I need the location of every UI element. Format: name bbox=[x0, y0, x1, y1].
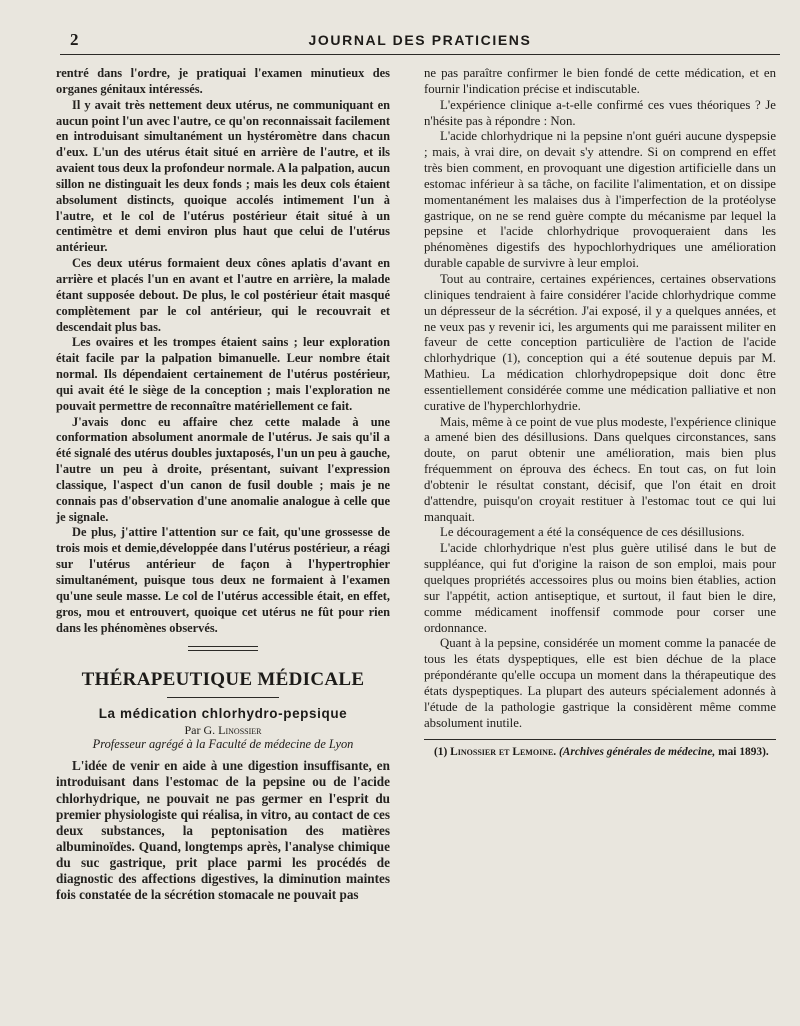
section-title: THÉRAPEUTIQUE MÉDICALE bbox=[81, 669, 365, 691]
footnote-authors: Linossier et Lemoine. bbox=[450, 746, 557, 759]
byline bbox=[56, 723, 390, 737]
paragraph: De plus, j'attire l'attention sur ce fait, qu'une grossesse de trois mois et demie,développée dans l'utérus postérieur, a réagi sur l'utérus antérieur de façon à l'hypertrophier simultanément, puisque tous deux ne formaient à l'examen qu'une seule masse. Le col de l'utérus accessible était, en effet, gros, mou et entrouvert, quoique cet utérus ne fût pour rien dans les phénomènes observés. bbox=[56, 525, 390, 635]
article-title: La médication chlorhydro-pepsique bbox=[98, 706, 348, 722]
journal-title: JOURNAL DES PRATICIENS bbox=[308, 32, 532, 48]
section-separator bbox=[188, 646, 258, 651]
footnote-marker: (1) bbox=[434, 746, 448, 759]
author-name: Linossier bbox=[218, 723, 262, 738]
left-column bbox=[56, 66, 390, 903]
paragraph: Quant à la pepsine, considérée un moment comme la panacée de tous les états dyspeptiques, elle est bien déchue de la place prépondérante qu'elle occupa un moment dans la thérapeutique des états dyspeptiques. La plupart des auteurs spécialement adonnés à l'étude de la pathologie gastrique la considèrent même comme absolument inutile. bbox=[424, 636, 776, 730]
paragraph: J'avais donc eu affaire chez cette malade à une conformation absolument anormale de l'utérus. Je sais qu'il a été signalé des utérus doubles juxtaposés, l'un un peu à gauche, l'autre un peu à droite, présentant, suivant l'expression classique, l'aspect d'un canon de fusil double ; mais je ne connais pas d'observation d'une anomalie analogue à celle que je signale. bbox=[56, 414, 390, 524]
article-body bbox=[56, 758, 390, 903]
paragraph: ne pas paraître confirmer le bien fondé de cette médication, et en fournir l'indication précise et indiscutable. bbox=[424, 66, 776, 96]
paragraph: Ces deux utérus formaient deux cônes aplatis d'avant en arrière et placés l'un en avant et l'autre en arrière, la malade étant supposée debout. De plus, le col postérieur était masqué complètement par le col antérieur, qui le recouvrait et descendait plus bas. bbox=[56, 256, 390, 334]
title-underline bbox=[167, 697, 279, 698]
paragraph: Le découragement a été la conséquence de ces désillusions. bbox=[440, 525, 745, 540]
paragraph: L'expérience clinique a-t-elle confirmé ces vues théoriques ? Je n'hésite pas à répondre : Non. bbox=[424, 97, 776, 128]
paragraph: Les ovaires et les trompes étaient sains ; leur exploration était facile par la palpation bimanuelle. Leur nombre était normal. Ils dépendaient certainement de l'utérus postérieur, qui avait été le siège de la conception ; mais l'exploration ne pouvait permettre de reconnaître matériellement ce fait. bbox=[56, 335, 390, 413]
byline-prefix: Par G. bbox=[184, 723, 216, 738]
paragraph: Tout au contraire, certaines expériences, certaines observations cliniques tendraient à faire considérer l'acide chlorhydrique comme un dépresseur de la sécrétion. J'ai exposé, il y a quelques années, et ne veux pas y revenir ici, les arguments qui me paraissent militer en faveur de cette conception particulière de l'action de l'acide chlorhydrique (1), conception qui a été soutenue depuis par M. Mathieu. La médication chlorhydropepsique doit donc être essentiellement considérée comme une médication palliative et non curative de l'hyperchlorhydrie. bbox=[424, 271, 776, 413]
page-number: 2 bbox=[70, 30, 79, 49]
footnote-source: (Archives générales de médecine, bbox=[559, 746, 716, 759]
paragraph: L'acide chlorhydrique n'est plus guère utilisé dans le but de suppléance, qui fut d'origine la raison de son emploi, mais pour quelques propriétés accessoires plus ou moins bien établies, action sur l'appétit, action antiseptique, et surtout, il faut bien le dire, comme médicament inoffensif commode pour corser une ordonnance. bbox=[424, 541, 776, 635]
paragraph: rentré dans l'ordre, je pratiquai l'examen minutieux des organes génitaux intéressés. bbox=[56, 66, 390, 96]
footnote bbox=[424, 746, 776, 759]
footnote-date: mai 1893). bbox=[718, 746, 769, 759]
right-column bbox=[424, 66, 776, 759]
footnote-rule bbox=[424, 739, 776, 740]
paragraph: Mais, même à ce point de vue plus modeste, l'expérience clinique a amené bien des désillusions. Dans quelques circonstances, sans doute, on parut obtenir une amélioration, mais bien plus fréquemment on éprouva des échecs. En tout cas, on fut loin d'obtenir le résultat constant, décisif, que l'on était en droit d'attendre, puisqu'on croyait restituer à l'estomac tout ce qui lui manquait. bbox=[424, 414, 776, 524]
page-header bbox=[60, 30, 780, 55]
paragraph: L'idée de venir en aide à une digestion insuffisante, en introduisant dans l'estomac de la pepsine ou de l'acide chlorhydrique, ne pouvait ne pas germer en l'esprit du premier physiologiste qui réalisa, in vitro, au contact de ces deux substances, la peptonisation des matières albuminoïdes. Quand, longtemps après, l'analyse chimique du suc gastrique, prit place parmi les procédés de diagnostic des affections digestives, la diminution maintes fois constatée de la sécrétion stomacale ne pouvait pas bbox=[56, 758, 390, 903]
paragraph: L'acide chlorhydrique ni la pepsine n'ont guéri aucune dyspepsie ; mais, à vrai dire, on devait s'y attendre. Si on comprend en effet très bien comment, en provoquant une digestion artificielle dans un estomac inférieur à sa tâche, on facilite l'alimentation, et on dissipe momentanément les malaises dus à l'imperfection de la protéolyse gastrique, on ne se rend guère compte du mécanisme par lequel la pepsine et l'acide chlorhydrique provoqueraient dans les phénomènes digestifs des hypochlorhydriques une amélioration durable capable de survivre à leur emploi. bbox=[424, 129, 776, 271]
author-affiliation: Professeur agrégé à la Faculté de médecine de Lyon bbox=[92, 737, 354, 752]
paragraph: Il y avait très nettement deux utérus, ne communiquant en aucun point l'un avec l'autre, ce qu'on reconnaissait facilement en introduisant simultanément un hystéromètre dans chacun d'eux. L'un des utérus était situé en arrière de l'autre, et ils avaient tous deux la profondeur normale. A la palpation, aucun sillon ne distinguait les deux fonds ; mais les deux cols étaient absolument distincts, quoique accolés intimement l'un à l'autre, et le col de l'utérus postérieur était situé à un centimètre et demi environ plus haut que celui de l'utérus antérieur. bbox=[56, 97, 390, 255]
